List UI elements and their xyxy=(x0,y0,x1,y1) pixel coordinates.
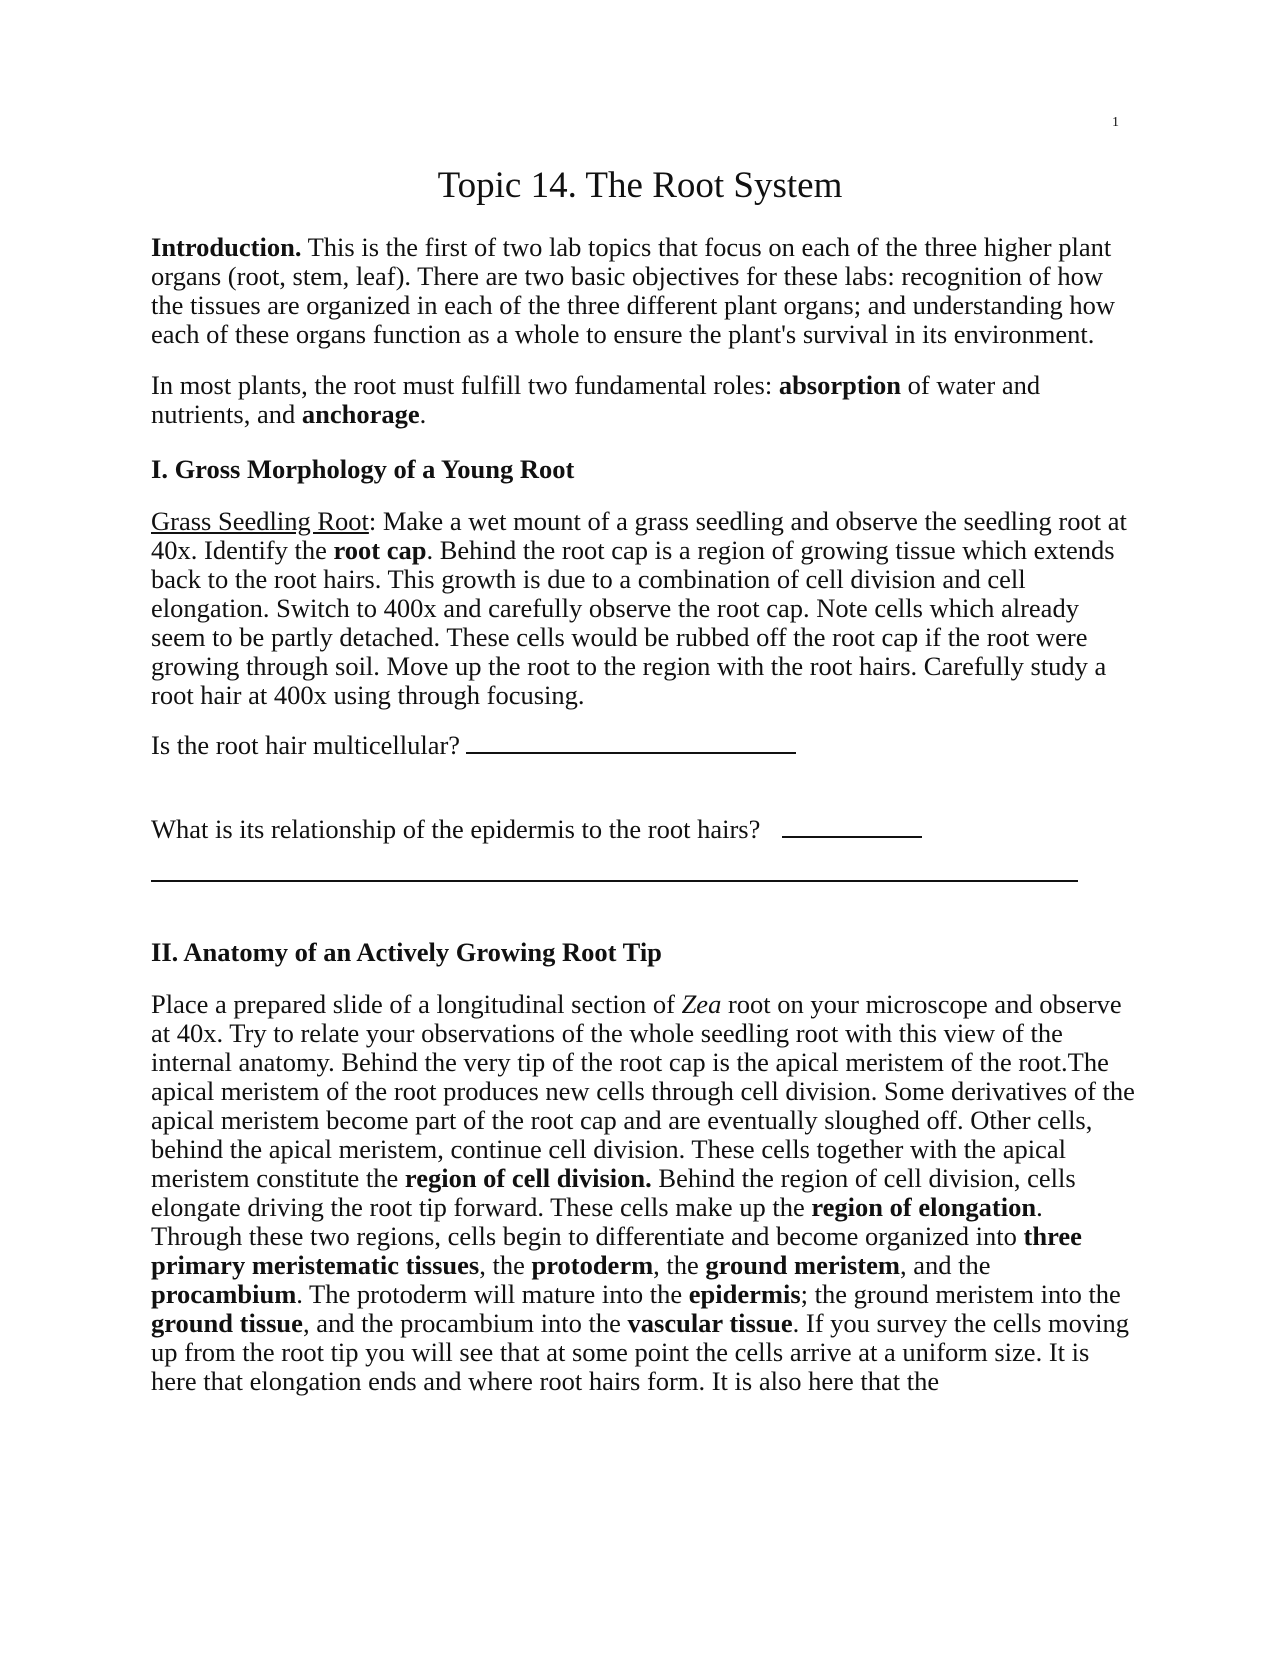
section-2-heading: II. Anatomy of an Actively Growing Root Tip xyxy=(151,937,662,967)
section-2-text: , and the procambium into the xyxy=(302,1308,628,1338)
term-anchorage: anchorage xyxy=(301,399,420,429)
term-root-cap: root cap xyxy=(333,535,427,565)
section-1-heading: I. Gross Morphology of a Young Root xyxy=(151,454,575,484)
section-2-text: Place a prepared slide of a longitudinal section of xyxy=(151,989,682,1019)
grass-seedling-root-label: Grass Seedling Root xyxy=(151,506,369,536)
document-body xyxy=(151,233,1136,1396)
intro-label: Introduction. xyxy=(151,232,302,262)
question-text: Is the root hair multicellular? xyxy=(151,730,461,760)
section-2-text: , the xyxy=(479,1250,532,1280)
term-ground-meristem: ground meristem xyxy=(705,1250,900,1280)
intro-text: This is the first of two lab topics that focus on each of the three higher plant organs (root, stem, leaf). There are two basic objectives for these labs: recognition of how the tissues are organized in each of the three different plant organs; and understanding how each of these organs function as a whole to ensure the plant's survival in its environment. xyxy=(151,232,1116,349)
term-epidermis: epidermis xyxy=(688,1279,801,1309)
section-2-text: . The protoderm will mature into the xyxy=(296,1279,689,1309)
section-2-text: , and the xyxy=(899,1250,991,1280)
term-region-of-cell-division: region of cell division. xyxy=(404,1163,652,1193)
term-protoderm: protoderm xyxy=(531,1250,654,1280)
section-2-text: root on your microscope and observe at 40x. Try to relate your observations of the whole seedling root with this view of the internal anatomy. Behind the very tip of the root cap is the apical meristem of the root.The apical meristem of the root produces new cells through cell division. Some derivatives of the apical meristem become part of the root cap and are eventually sloughed off. Other cells, behind the apical meristem, continue cell division. These cells together with the apical meristem constitute the xyxy=(151,989,1135,1193)
question-multicellular xyxy=(151,730,1136,760)
term-ground-tissue: ground tissue xyxy=(151,1308,303,1338)
roles-paragraph xyxy=(151,371,1136,429)
term-procambium: procambium xyxy=(151,1279,297,1309)
roles-text: . xyxy=(419,399,427,429)
section-2-text: Behind the region of cell division, cells elongate driving the root tip forward. These cells make up the xyxy=(151,1163,1076,1222)
term-region-of-elongation: region of elongation xyxy=(811,1192,1037,1222)
section-2-text: , the xyxy=(653,1250,706,1280)
document-title: Topic 14. The Root System xyxy=(437,165,843,206)
section-2-paragraph xyxy=(151,990,1136,1396)
section-1-text: . Behind the root cap is a region of growing tissue which extends back to the root hairs. This growth is due to a combination of cell division and cell elongation. Switch to 400x and carefully observe the root cap. Note cells which already seem to be partly detached. These cells would be rubbed off the root cap if the root were growing through soil. Move up the root to the region with the root hairs. Carefully study a root hair at 400x using through focusing. xyxy=(151,535,1115,710)
page-number: 1 xyxy=(1112,115,1119,130)
intro-paragraph xyxy=(151,233,1136,349)
section-2-text: . Through these two regions, cells begin to differentiate and become organized into xyxy=(151,1192,1043,1251)
term-zea: Zea xyxy=(681,989,722,1019)
section-1-paragraph xyxy=(151,507,1136,710)
term-vascular-tissue: vascular tissue xyxy=(627,1308,793,1338)
answer-blank-multicellular[interactable] xyxy=(466,730,796,754)
term-absorption: absorption xyxy=(778,370,902,400)
section-1-text: : Make a wet mount of a grass seedling and observe the seedling root at 40x. Identify the xyxy=(151,506,1127,565)
answer-blank-epidermis[interactable] xyxy=(782,814,922,838)
term-primary-meristematic-tissues: three primary meristematic tissues xyxy=(151,1221,1082,1280)
question-epidermis xyxy=(151,814,1136,844)
question-text: What is its relationship of the epidermis to the root hairs? xyxy=(151,814,761,844)
roles-text: of water and nutrients, and xyxy=(151,370,1041,429)
roles-text: In most plants, the root must fulfill two fundamental roles: xyxy=(151,370,779,400)
section-2-text: ; the ground meristem into the xyxy=(800,1279,1121,1309)
section-2-text: . If you survey the cells moving up from the root tip you will see that at some point the cells arrive at a uniform size. It is here that elongation ends and where root hairs form. It is also here that the xyxy=(151,1308,1129,1396)
